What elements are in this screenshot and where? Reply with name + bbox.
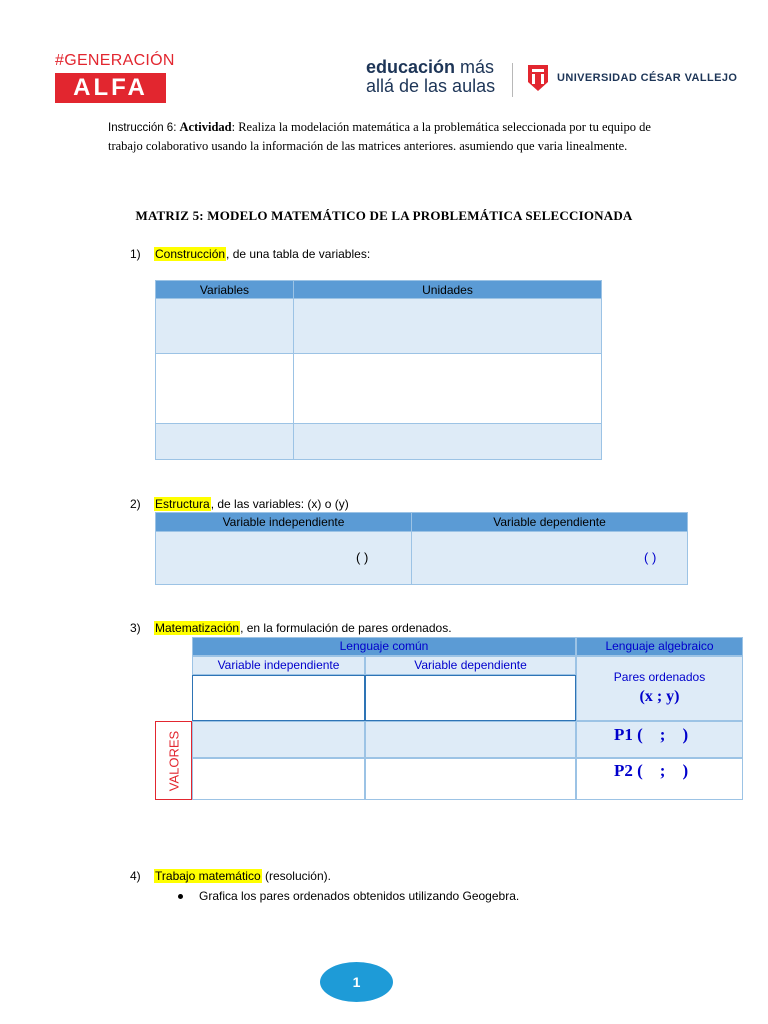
pares-ordenados-label: Pares ordenados: [613, 670, 706, 684]
section4-number: 4): [130, 869, 141, 883]
dep-variable-cell[interactable]: [412, 532, 688, 585]
units-header: Unidades: [294, 281, 602, 299]
t3-indep-input-cell[interactable]: [192, 675, 365, 721]
section2-rest: , de las variables: (x) o (y): [210, 497, 349, 511]
dep-variable-header: Variable dependiente: [412, 513, 688, 532]
variable-cell[interactable]: [156, 354, 294, 424]
table-row: [156, 424, 602, 460]
p2-pair-cell[interactable]: [576, 758, 743, 800]
indep-variable-cell[interactable]: [156, 532, 412, 585]
logo-alfa-text: ALFA: [55, 73, 166, 103]
pares-xy-label: (x ; y): [639, 688, 680, 705]
bullet-text: Grafica los pares ordenados obtenidos utilizando Geogebra.: [199, 889, 520, 903]
section3-heading: [130, 621, 452, 635]
table-row: [156, 299, 602, 354]
bullet-item: [178, 889, 519, 903]
p1-indep-cell[interactable]: [192, 721, 365, 758]
indep-paren: ( ): [356, 550, 369, 565]
instruction-bold: Actividad: [179, 120, 232, 134]
p2-indep-cell[interactable]: [192, 758, 365, 800]
variables-table: [155, 280, 602, 460]
t3-indep-label: Variable independiente: [217, 658, 340, 672]
valores-cell: [155, 721, 192, 800]
bullet-dot-icon: [178, 894, 183, 899]
matrix-title: MATRIZ 5: MODELO MATEMÁTICO DE LA PROBLEMÁTICA SELECCIONADA: [135, 208, 633, 223]
p1-dep-cell[interactable]: [365, 721, 576, 758]
section1-rest: , de una tabla de variables:: [226, 247, 371, 261]
logo-generacion-text: #GENERACIÓN: [55, 52, 175, 69]
t3-dep-header: [365, 656, 576, 675]
dep-paren: ( ): [644, 550, 657, 565]
edu-bold-text: educación: [366, 57, 456, 77]
unit-cell[interactable]: [294, 354, 602, 424]
section2-number: 2): [130, 497, 141, 511]
ucv-shield-icon: [527, 64, 549, 92]
pares-ordenados-cell: [576, 656, 743, 721]
t3-dep-input-cell[interactable]: [365, 675, 576, 721]
valores-label: VALORES: [166, 730, 181, 791]
page-number-badge: 1: [320, 962, 393, 1002]
section2-heading: [130, 497, 349, 511]
table-row: [156, 354, 602, 424]
section1-heading: [130, 247, 370, 261]
instruction-label: Instrucción 6:: [108, 122, 177, 134]
t3-dep-label: Variable dependiente: [414, 658, 527, 672]
section3-highlight: Matematización: [155, 621, 240, 635]
pairs-table: [155, 637, 743, 800]
t3-indep-header: [192, 656, 365, 675]
edu-line2-text: allá de las aulas: [366, 76, 496, 96]
section3-rest: , en la formulación de pares ordenados.: [240, 621, 452, 635]
generacion-alfa-logo: [55, 52, 175, 103]
section1-number: 1): [130, 247, 141, 261]
indep-variable-header: Variable independiente: [156, 513, 412, 532]
section2-highlight: Estructura: [155, 497, 210, 511]
variables-header: Variables: [156, 281, 294, 299]
structure-table: [155, 512, 688, 585]
section1-highlight: Construcción: [155, 247, 226, 261]
instruction-text: : Realiza la modelación matemática a la problemática seleccionada por tu equipo de trabajo colaborativo usando la información de las matrices anteriores. asumiendo que varia linealmente.: [108, 120, 651, 153]
section4-rest: (resolución).: [261, 869, 331, 883]
variable-cell[interactable]: [156, 424, 294, 460]
unit-cell[interactable]: [294, 424, 602, 460]
lenguaje-algebraico-header: [576, 637, 743, 656]
p1-pair-cell[interactable]: [576, 721, 743, 758]
lenguaje-comun-header: [192, 637, 576, 656]
section4-highlight: Trabajo matemático: [155, 869, 261, 883]
section4-heading: [130, 869, 331, 883]
unit-cell[interactable]: [294, 299, 602, 354]
p1-pair-label: P1 ( ; ): [614, 725, 689, 744]
p2-pair-label: P2 ( ; ): [614, 761, 689, 780]
instruction-paragraph: [108, 118, 668, 155]
header-divider: [512, 63, 513, 97]
lenguaje-comun-label: Lenguaje común: [339, 639, 429, 653]
educacion-mas-alla-logo: [366, 58, 495, 96]
section3-number: 3): [130, 621, 141, 635]
edu-rest-text: más: [455, 57, 495, 77]
lenguaje-algebraico-label: Lenguaje algebraico: [605, 639, 714, 653]
p2-dep-cell[interactable]: [365, 758, 576, 800]
university-name: UNIVERSIDAD CÉSAR VALLEJO: [557, 72, 738, 84]
variable-cell[interactable]: [156, 299, 294, 354]
